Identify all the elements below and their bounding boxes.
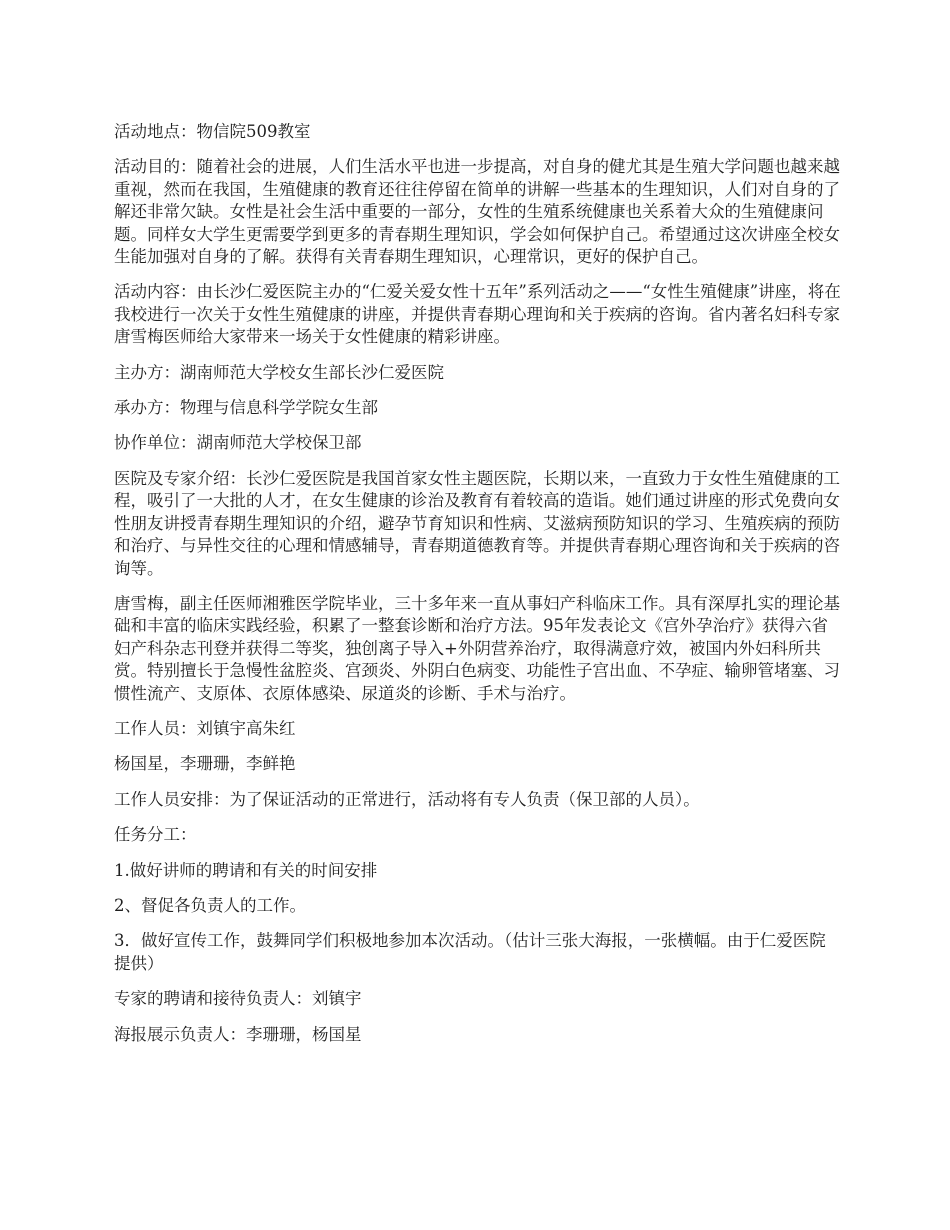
paragraph-organizer: 主办方：湖南师范大学校女生部长沙仁爱医院 [114,362,444,382]
paragraph-task-3: 3．做好宣传工作，鼓舞同学们积极地参加本次活动。（估计三张大海报，一张横幅。由于仁爱医院提供） [114,931,826,973]
paragraph-staff-continued: 杨国星，李珊珊，李鲜艳 [114,754,296,774]
paragraph-expert-intro: 唐雪梅，副主任医师湘雅医学院毕业，三十多年来一直从事妇产科临床工作。具有深厚扎实的理论基础和丰富的临床实践经验，积累了一整套诊断和治疗方法。95年发表论文《宫外孕治疗》获得六省妇产科杂志刊登并获得二等奖，独创离子导入+外阴营养治疗，取得满意疗效，被国内外妇科所共赏。特别擅长于急慢性盆腔炎、宫颈炎、外阴白色病变、功能性子宫出血、不孕症、输卵管堵塞、习惯性流产、支原体、衣原体感染、尿道炎的诊断、手术与治疗。 [114,593,840,703]
paragraph-venue: 活动地点：物信院509教室 [114,122,311,141]
document-page [114,121,842,1059]
paragraph-purpose: 活动目的：随着社会的进展，人们生活水平也进一步提高，对自身的健尤其是生殖大学问题也越来越重视，然而在我国，生殖健康的教育还往往停留在简单的讲解一些基本的生理知识，人们对自身的了解还非常欠缺。女性是社会生活中重要的一部分，女性的生殖系统健康也关系着大众的生殖健康问题。同样女大学生更需要学到更多的青春期生理知识，学会如何保护自己。希望通过这次讲座全校女生能加强对自身的了解。获得有关青春期生理知识，心理常识，更好的保护自己。 [114,157,840,267]
paragraph-staff: 工作人员：刘镇宇高朱红 [114,718,296,738]
paragraph-staff-arrangement: 工作人员安排：为了保证活动的正常进行，活动将有专人负责（保卫部的人员）。 [114,789,700,809]
paragraph-hospital-intro: 医院及专家介绍：长沙仁爱医院是我国首家女性主题医院，长期以来，一直致力于女性生殖健康的工程，吸引了一大批的人才，在女生健康的诊治及教育有着较高的造诣。她们通过讲座的形式免费向女性朋友讲授青春期生理知识的介绍，避孕节育知识和性病、艾滋病预防知识的学习、生殖疾病的预防和治疗、与异性交往的心理和情感辅导，青春期道德教育等。并提供青春期心理咨询和关于疾病的咨询等。 [114,468,840,578]
paragraph-undertaker: 承办方：物理与信息科学学院女生部 [114,398,378,418]
paragraph-content: 活动内容：由长沙仁爱医院主办的“仁爱关爱女性十五年”系列活动之——“女性生殖健康”讲座，将在我校进行一次关于女性生殖健康的讲座，并提供青春期心理询和关于疾病的咨询。省内著名妇科专家唐雪梅医师给大家带来一场关于女性健康的精彩讲座。 [114,282,841,347]
paragraph-task-1: 1.做好讲师的聘请和有关的时间安排 [114,860,378,880]
paragraph-cooperator: 协作单位：湖南师范大学校保卫部 [114,433,362,453]
paragraph-poster-contact: 海报展示负责人：李珊珊，杨国星 [114,1024,362,1044]
paragraph-task-heading: 任务分工： [114,825,197,845]
paragraph-expert-contact: 专家的聘请和接待负责人：刘镇宇 [114,989,362,1009]
paragraph-task-2: 2、督促各负责人的工作。 [114,895,306,915]
